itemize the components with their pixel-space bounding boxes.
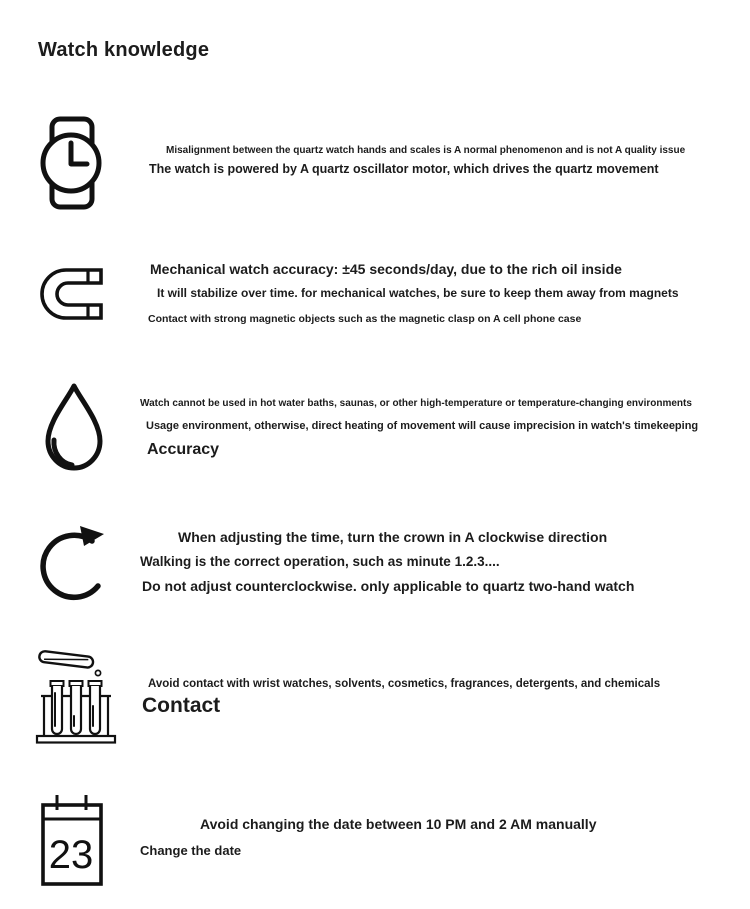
magnet-sub-line: It will stabilize over time. for mechanical watches, be sure to keep them away from magnets xyxy=(157,286,679,300)
calendar-day-number: 23 xyxy=(48,833,94,877)
magnet-note-line: Contact with strong magnetic objects such as the magnetic clasp on A cell phone case xyxy=(148,313,582,325)
temperature-heading: Accuracy xyxy=(147,441,220,458)
chemicals-heading: Contact xyxy=(142,694,221,717)
adjust-main-line: When adjusting the time, turn the crown in A clockwise direction xyxy=(178,529,608,545)
magnet-main-line: Mechanical watch accuracy: ±45 seconds/day, due to the rich oil inside xyxy=(150,261,622,277)
temperature-sub-line: Usage environment, otherwise, direct heating of movement will cause imprecision in watch's timekeeping xyxy=(146,420,699,432)
magnet-icon xyxy=(38,266,104,322)
quartz-main-line: The watch is powered by A quartz oscillator motor, which drives the quartz movement xyxy=(149,162,659,176)
date-main-line: Avoid changing the date between 10 PM and 2 AM manually xyxy=(200,816,597,832)
adjust-note-line: Do not adjust counterclockwise. only applicable to quartz two-hand watch xyxy=(142,578,635,594)
page-title: Watch knowledge xyxy=(38,39,210,61)
temperature-note-line: Watch cannot be used in hot water baths, saunas, or other high-temperature or temperature-changing environments xyxy=(140,398,692,409)
quartz-note-line: Misalignment between the quartz watch hands and scales is A normal phenomenon and is not A quality issue xyxy=(166,145,686,156)
calendar-icon xyxy=(40,794,104,888)
chemicals-note-line: Avoid contact with wrist watches, solvents, cosmetics, fragrances, detergents, and chemicals xyxy=(148,678,661,690)
watch-icon xyxy=(40,116,104,210)
date-sub-line: Change the date xyxy=(140,843,242,858)
test-tubes-icon xyxy=(35,648,117,748)
adjust-sub-line: Walking is the correct operation, such as minute 1.2.3.... xyxy=(140,554,500,569)
clockwise-arrow-icon xyxy=(40,524,112,602)
water-drop-icon xyxy=(41,380,107,474)
